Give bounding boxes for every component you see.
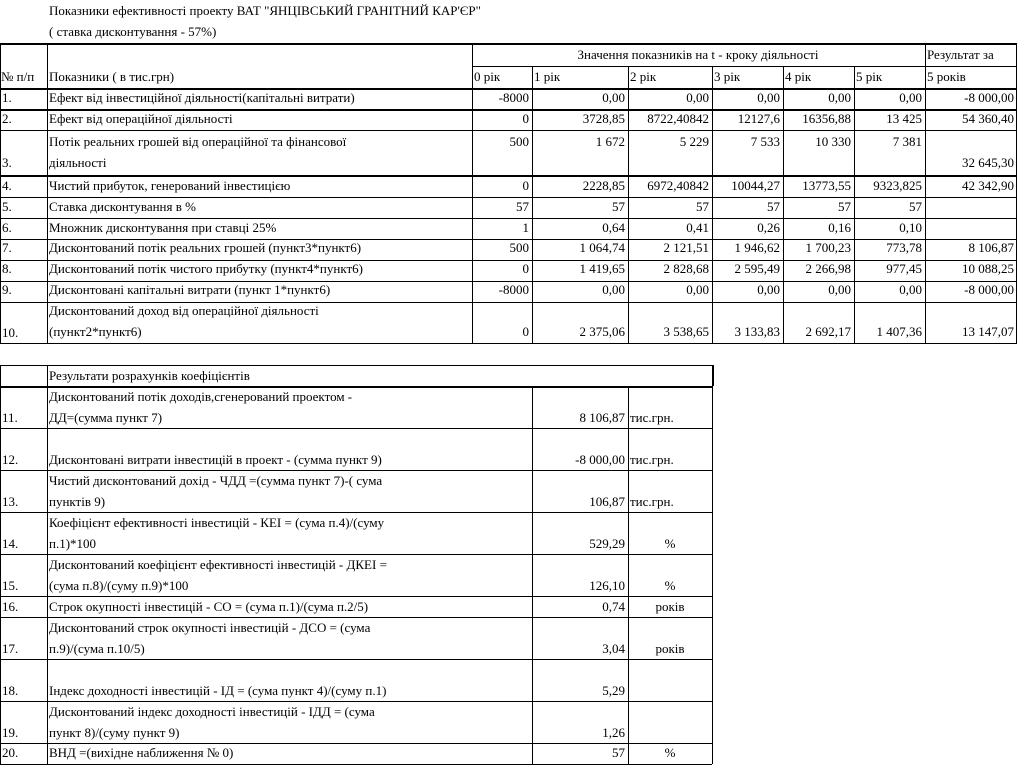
coef-section-title: Результати розрахунків коефіцієнтів [49, 368, 250, 383]
total-cell: -8 000,00 [964, 90, 1014, 105]
value-cell: -8000 [498, 282, 529, 297]
value-cell: 500 [509, 134, 529, 149]
coef-value: 1,26 [602, 725, 625, 740]
value-cell: 57 [838, 199, 851, 214]
coef-value: 3,04 [602, 641, 625, 656]
value-cell: 1 [522, 220, 529, 235]
total-cell: 42 342,90 [962, 178, 1014, 193]
value-cell: 5 229 [679, 134, 709, 149]
value-cell: 0,00 [686, 282, 709, 297]
year-header: 0 рік [474, 69, 501, 84]
value-cell: 0,00 [828, 90, 851, 105]
value-cell: 0,41 [686, 220, 709, 235]
row-number: 18. [2, 683, 19, 698]
row-label: Ефект від інвестиційної діяльності(капітальні витрати) [49, 90, 355, 105]
year-header: 5 рік [856, 69, 883, 84]
row-number: 4. [2, 178, 12, 193]
row-label: Дисконтований потік реальних грошей (пункт3*пункт6) [49, 240, 362, 255]
row-number: 14. [2, 536, 19, 551]
value-cell: 0,00 [899, 90, 922, 105]
value-cell: 0,00 [757, 282, 780, 297]
value-cell: 0 [522, 324, 529, 339]
row-label: (пункт2*пункт6) [49, 324, 142, 339]
grid-hline [0, 239, 1017, 240]
grid-vline [925, 43, 926, 343]
grid-vline [47, 43, 48, 343]
grid-hline [0, 701, 712, 702]
value-cell: 773,78 [886, 240, 922, 255]
value-cell: 0 [522, 178, 529, 193]
value-cell: 57 [696, 199, 709, 214]
value-cell: 977,45 [886, 261, 922, 276]
value-cell: 1 672 [595, 134, 625, 149]
value-cell: 0,16 [828, 220, 851, 235]
grid-hline [0, 343, 1017, 344]
grid-hline [0, 659, 712, 660]
coef-value: 5,29 [602, 683, 625, 698]
value-cell: 2 692,17 [805, 324, 851, 339]
coef-label: Коефіцієнт ефективності інвестицій - КЕІ = (сума п.4)/(суму [49, 515, 385, 530]
row-number: 3. [2, 155, 12, 170]
grid-vline [0, 365, 1, 764]
total-cell: 54 360,40 [962, 111, 1014, 126]
value-cell: 13 425 [886, 111, 922, 126]
coef-unit: років [655, 641, 685, 656]
grid-hline [0, 365, 712, 366]
grid-vline [854, 66, 855, 343]
num-header: № п/п [1, 69, 35, 84]
grid-hline [0, 130, 1017, 131]
coef-value: 529,29 [589, 536, 625, 551]
row-number: 6. [2, 220, 12, 235]
coef-label: пункт 8)/(суму пункт 9) [49, 725, 180, 740]
row-label: Множник дисконтування при ставці 25% [49, 220, 277, 235]
year-header: 2 рік [630, 69, 657, 84]
value-cell: 2 121,51 [663, 240, 709, 255]
row-number: 1. [2, 90, 12, 105]
grid-vline [532, 66, 533, 343]
row-number: 9. [2, 282, 12, 297]
grid-hline [0, 43, 1017, 45]
value-cell: 2228,85 [582, 178, 625, 193]
value-cell: 2 595,49 [734, 261, 780, 276]
grid-hline [0, 554, 712, 555]
grid-hline [0, 109, 1017, 111]
value-cell: 0,00 [757, 90, 780, 105]
coef-unit: % [664, 578, 676, 593]
grid-hline [0, 302, 1017, 303]
coef-value: 126,10 [589, 578, 625, 593]
value-cell: 1 946,62 [734, 240, 780, 255]
coef-label: Дисконтований індекс доходності інвестицій - ІДД = (сума [49, 704, 375, 719]
value-cell: 0,00 [602, 282, 625, 297]
coef-value: 8 106,87 [579, 410, 625, 425]
grid-vline [712, 386, 713, 764]
grid-hline [0, 512, 712, 513]
value-cell: 7 533 [750, 134, 780, 149]
value-cell: 0,00 [602, 90, 625, 105]
row-number: 5. [2, 199, 12, 214]
value-cell: 0 [522, 261, 529, 276]
coef-label: Дисконтований коефіцієнт ефективності інвестицій - ДКЕІ = [49, 557, 387, 572]
coef-label: ДД=(сумма пункт 7) [49, 410, 163, 425]
value-cell: 57 [909, 199, 922, 214]
total-cell: -8 000,00 [964, 282, 1014, 297]
coef-unit: років [655, 599, 685, 614]
value-cell: 1 419,65 [579, 261, 625, 276]
row-number: 10. [2, 325, 19, 340]
row-number: 20. [2, 745, 19, 760]
value-cell: 13773,55 [802, 178, 851, 193]
coef-label: Дисконтований потік доходів,сгенерований проектом - [49, 389, 353, 404]
row-label: Ставка дисконтування в % [49, 199, 196, 214]
grid-hline [0, 281, 1017, 282]
value-cell: 7 381 [892, 134, 922, 149]
grid-hline [0, 617, 712, 618]
total-cell: 13 147,07 [962, 324, 1014, 339]
grid-vline [783, 66, 784, 343]
value-cell: 2 828,68 [663, 261, 709, 276]
value-cell: 1 700,23 [805, 240, 851, 255]
row-number: 19. [2, 725, 19, 740]
row-number: 13. [2, 494, 19, 509]
coef-label: п.1)*100 [49, 536, 97, 551]
row-label: Дисконтований доход від операційної діяльності [49, 303, 319, 318]
sheet-title: Показники ефективності проекту ВАТ "ЯНЦІВСЬКИЙ ГРАНІТНИЙ КАР'ЄР" [49, 3, 481, 18]
grid-vline [0, 43, 1, 343]
row-number: 17. [2, 641, 19, 656]
value-cell: 0,10 [899, 220, 922, 235]
value-cell: 57 [767, 199, 780, 214]
grid-hline [0, 386, 712, 388]
coef-label: Індекс доходності інвестицій - ІД = (сума пункт 4)/(суму п.1) [49, 683, 387, 698]
value-cell: 0 [522, 111, 529, 126]
row-label: діяльності [49, 155, 107, 170]
value-cell: 10044,27 [731, 178, 780, 193]
year-header: 3 рік [714, 69, 741, 84]
value-cell: 2 266,98 [805, 261, 851, 276]
result-header-bottom: 5 років [927, 69, 966, 84]
coef-value: 106,87 [589, 494, 625, 509]
row-number: 7. [2, 240, 12, 255]
value-cell: 1 407,36 [876, 324, 922, 339]
coef-value: -8 000,00 [575, 452, 625, 467]
coef-label: пунктів 9) [49, 494, 106, 509]
row-number: 15. [2, 578, 19, 593]
row-label: Ефект від операційної діяльності [49, 111, 233, 126]
coef-value: 57 [612, 745, 625, 760]
grid-hline [0, 470, 712, 471]
grid-vline [628, 386, 629, 764]
grid-hline [0, 88, 1017, 90]
coef-label: Строк окупності інвестицій - СО = (сума п.1)/(сума п.2/5) [49, 599, 369, 614]
value-cell: 1 064,74 [579, 240, 625, 255]
grid-vline [532, 386, 533, 764]
year-header: 1 рік [534, 69, 561, 84]
coef-label: Дисконтований строк окупності інвестицій - ДСО = (сума [49, 620, 371, 635]
row-label: Дисконтований потік чистого прибутку (пункт4*пункт6) [49, 261, 363, 276]
value-cell: 57 [516, 199, 529, 214]
row-number: 12. [2, 452, 19, 467]
coef-label: ВНД =(вихідне наближення № 0) [49, 745, 234, 760]
value-cell: 12127,6 [737, 111, 780, 126]
grid-hline [0, 260, 1017, 261]
grid-hline [0, 743, 712, 744]
row-label: Дисконтовані капітальні витрати (пункт 1*пункт6) [49, 282, 331, 297]
values-group-header: Значення показників на t - кроку діяльності [577, 47, 819, 62]
value-cell: -8000 [498, 90, 529, 105]
year-header: 4 рік [785, 69, 812, 84]
coef-label: п.9)/(сума п.10/5) [49, 641, 145, 656]
row-label: Потік реальних грошей від операційної та фінансової [49, 134, 347, 149]
value-cell: 0,64 [602, 220, 625, 235]
value-cell: 16356,88 [802, 111, 851, 126]
total-cell: 10 088,25 [962, 261, 1014, 276]
grid-hline [472, 66, 1017, 67]
value-cell: 3 133,83 [734, 324, 780, 339]
coef-label: Дисконтовані витрати інвестицій в проект - (сумма пункт 9) [49, 452, 382, 467]
grid-hline [0, 218, 1017, 219]
total-cell: 32 645,30 [962, 155, 1014, 170]
value-cell: 6972,40842 [647, 178, 709, 193]
coef-unit: % [664, 745, 676, 760]
name-header: Показники ( в тис.грн) [49, 69, 175, 84]
coef-unit: тис.грн. [630, 494, 674, 509]
value-cell: 57 [612, 199, 625, 214]
sheet-subtitle: ( ставка дисконтування - 57%) [49, 24, 217, 39]
value-cell: 3728,85 [582, 111, 625, 126]
grid-vline [47, 365, 48, 764]
coef-label: (сума п.8)/(суму п.9)*100 [49, 578, 189, 593]
coef-label: Чистий дисконтований дохід - ЧДД =(сумма пункт 7)-( сума [49, 473, 383, 488]
value-cell: 0,26 [757, 220, 780, 235]
value-cell: 8722,40842 [647, 111, 709, 126]
grid-hline [0, 428, 712, 429]
coef-unit: тис.грн. [630, 452, 674, 467]
grid-hline [0, 197, 1017, 198]
coef-unit: % [664, 536, 676, 551]
value-cell: 9323,825 [873, 178, 922, 193]
value-cell: 0,00 [899, 282, 922, 297]
value-cell: 3 538,65 [663, 324, 709, 339]
grid-hline [0, 175, 1017, 177]
row-number: 2. [2, 111, 12, 126]
grid-hline [0, 596, 712, 597]
result-header-top: Результат за [927, 47, 994, 62]
grid-vline [712, 365, 714, 386]
total-cell: 8 106,87 [968, 240, 1014, 255]
grid-vline [628, 66, 629, 343]
value-cell: 500 [509, 240, 529, 255]
row-number: 8. [2, 261, 12, 276]
row-number: 11. [2, 410, 18, 425]
grid-vline [712, 66, 713, 343]
row-label: Чистий прибуток, генерований інвестицією [49, 178, 291, 193]
value-cell: 10 330 [815, 134, 851, 149]
grid-vline [472, 43, 473, 343]
coef-unit: тис.грн. [630, 410, 674, 425]
value-cell: 0,00 [828, 282, 851, 297]
value-cell: 0,00 [686, 90, 709, 105]
row-number: 16. [2, 599, 19, 614]
value-cell: 2 375,06 [579, 324, 625, 339]
coef-value: 0,74 [602, 599, 625, 614]
